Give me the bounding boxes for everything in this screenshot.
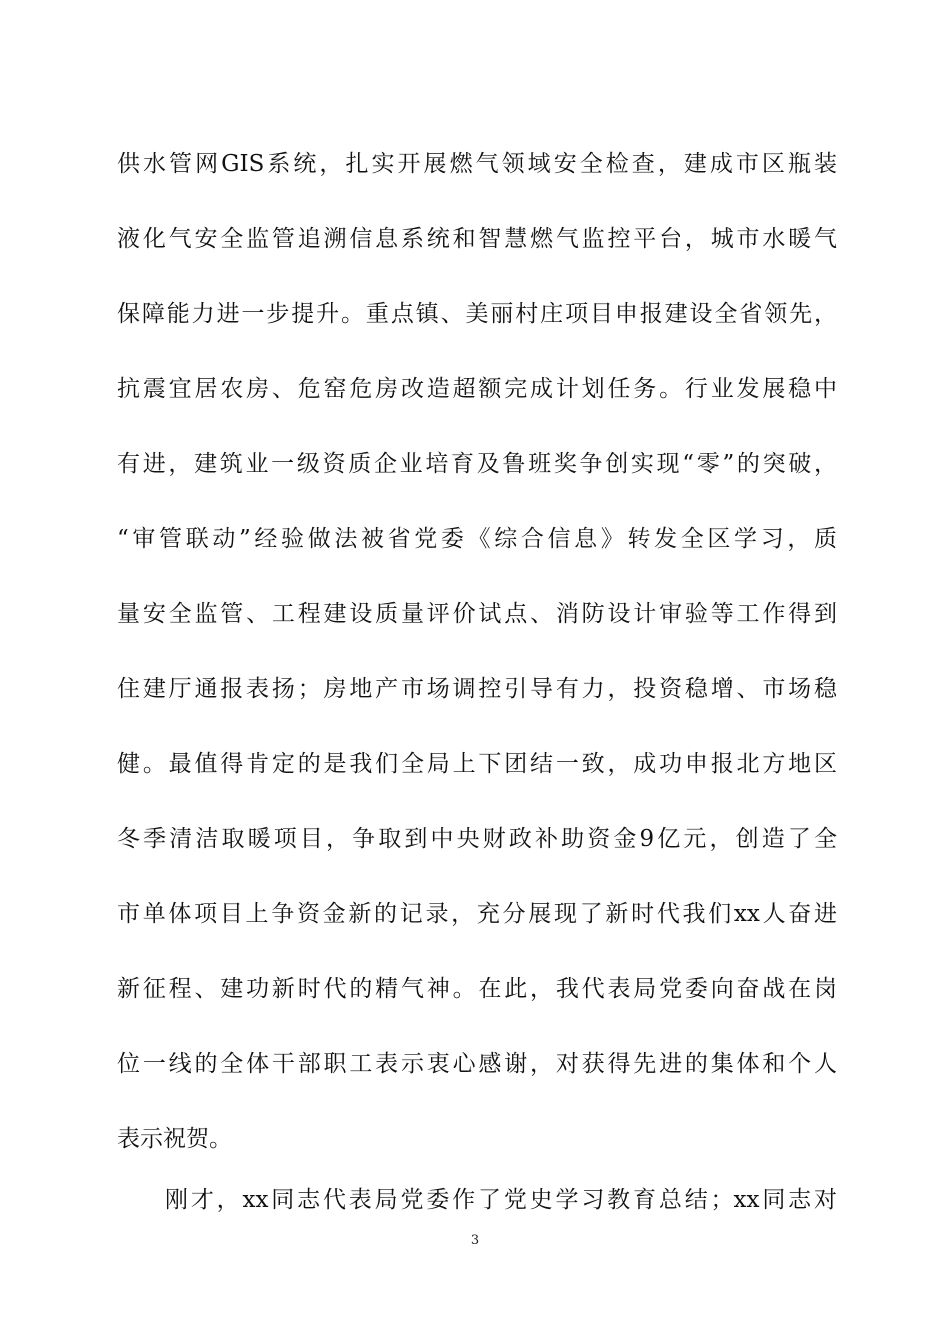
text-line-10: 冬季清洁取暖项目，争取到中央财政补助资金9亿元，创造了全: [117, 826, 837, 852]
text-line-14: 表示祝贺。: [117, 1126, 232, 1152]
text-line-11: 市单体项目上争资金新的记录，充分展现了新时代我们xx人奋进: [117, 901, 837, 927]
text-line-15: 刚才，xx同志代表局党委作了党史学习教育总结；xx同志对: [165, 1187, 837, 1213]
text-line-5: 有进，建筑业一级资质企业培育及鲁班奖争创实现“零”的突破，: [117, 451, 837, 477]
text-line-9: 健。最值得肯定的是我们全局上下团结一致，成功申报北方地区: [117, 751, 837, 777]
text-line-3: 保障能力进一步提升。重点镇、美丽村庄项目申报建设全省领先，: [117, 301, 837, 327]
text-line-1: 供水管网GIS系统，扎实开展燃气领域安全检查，建成市区瓶装: [117, 151, 837, 177]
text-line-6: “审管联动”经验做法被省党委《综合信息》转发全区学习，质: [117, 526, 837, 552]
text-line-12: 新征程、建功新时代的精气神。在此，我代表局党委向奋战在岗: [117, 976, 837, 1002]
text-line-2: 液化气安全监管追溯信息系统和智慧燃气监控平台，城市水暖气: [117, 226, 837, 252]
text-line-13: 位一线的全体干部职工表示衷心感谢，对获得先进的集体和个人: [117, 1051, 837, 1077]
text-line-4: 抗震宜居农房、危窑危房改造超额完成计划任务。行业发展稳中: [117, 376, 837, 402]
text-line-7: 量安全监管、工程建设质量评价试点、消防设计审验等工作得到: [117, 601, 837, 627]
text-line-8: 住建厅通报表扬；房地产市场调控引导有力，投资稳增、市场稳: [117, 676, 837, 702]
page-number: 3: [470, 1233, 480, 1248]
